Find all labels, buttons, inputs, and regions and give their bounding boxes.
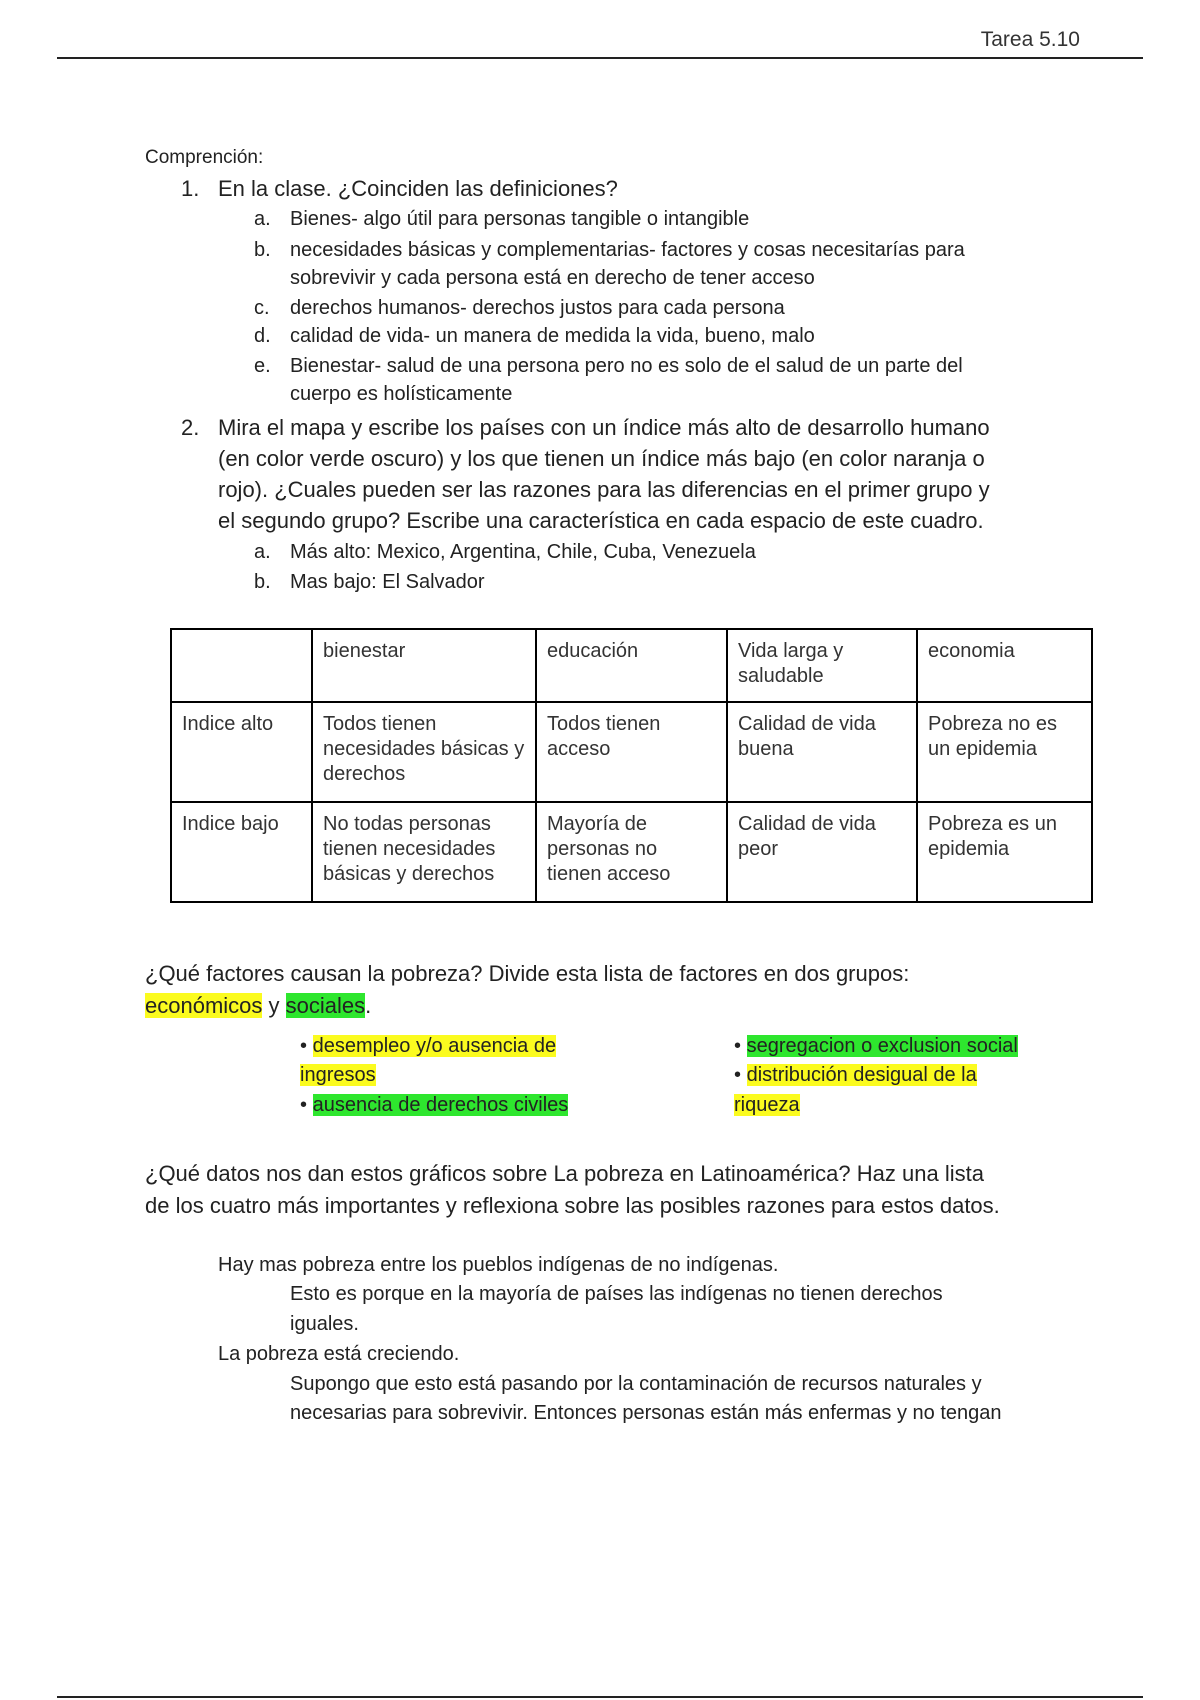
- factor-item-continuation: [300, 1061, 376, 1090]
- item-text: Bienes- algo útil para personas tangible o intangible: [290, 208, 750, 230]
- item-text: cuerpo es holísticamente: [290, 383, 513, 405]
- answer-point: La pobreza está creciendo.: [218, 1343, 460, 1365]
- table-cell: Calidad de vida peor: [727, 802, 917, 902]
- table-cell: Todos tienen acceso: [536, 702, 727, 802]
- item-text: calidad de vida- un manera de medida la vida, bueno, malo: [290, 325, 815, 347]
- answer-reason: Supongo que esto está pasando por la contaminación de recursos naturales y: [290, 1373, 982, 1395]
- factor-item-continuation: [734, 1091, 800, 1120]
- graphs-question-line: ¿Qué datos nos dan estos gráficos sobre La pobreza en Latinoamérica? Haz una lista: [145, 1161, 984, 1186]
- factor-item: [300, 1091, 568, 1120]
- item-letter: b.: [254, 571, 271, 593]
- factor-text: desempleo y/o ausencia de: [312, 1035, 557, 1057]
- section-label: Comprención:: [145, 147, 264, 168]
- table-cell: Pobreza no es un epidemia: [917, 702, 1092, 802]
- page-header-title: Tarea 5.10: [980, 28, 1080, 51]
- graphs-question-line: de los cuatro más importantes y reflexiona sobre las posibles razones para estos datos.: [145, 1193, 1000, 1218]
- factors-question-text: ¿Qué factores causan la pobreza? Divide esta lista de factores en dos grupos:: [145, 961, 910, 986]
- factor-text: ausencia de derechos civiles: [312, 1094, 569, 1116]
- social-group-label: sociales: [285, 993, 366, 1018]
- question-1: [181, 173, 1081, 204]
- item-letter: a.: [254, 208, 271, 230]
- answer-point: Hay mas pobreza entre los pueblos indígenas de no indígenas.: [218, 1254, 779, 1276]
- item-letter: c.: [254, 297, 270, 319]
- question-text: En la clase. ¿Coinciden las definiciones?: [218, 176, 618, 201]
- table-cell: educación: [536, 629, 727, 702]
- item-text: Más alto: Mexico, Argentina, Chile, Cuba, Venezuela: [290, 541, 756, 563]
- item-text: Bienestar- salud de una persona pero no es solo de el salud de un parte del: [290, 355, 963, 377]
- bullet: •: [300, 1035, 308, 1057]
- question-text-line: rojo). ¿Cuales pueden ser las razones para las diferencias en el primer grupo y: [218, 477, 990, 502]
- table-cell: No todas personas tienen necesidades básicas y derechos: [312, 802, 536, 902]
- table-cell: Calidad de vida buena: [727, 702, 917, 802]
- item-letter: d.: [254, 325, 271, 347]
- table-header-row: [171, 629, 1092, 702]
- item-text: Mas bajo: El Salvador: [290, 571, 485, 593]
- factor-text: riqueza: [734, 1094, 800, 1116]
- item-letter: a.: [254, 541, 271, 563]
- factor-text: distribución desigual de la: [746, 1064, 977, 1086]
- table-row: [171, 802, 1092, 902]
- item-text: derechos humanos- derechos justos para cada persona: [290, 297, 785, 319]
- connector: y: [268, 993, 280, 1018]
- table-cell: Vida larga y saludable: [727, 629, 917, 702]
- factor-item: [300, 1032, 556, 1061]
- question-text-line: (en color verde oscuro) y los que tienen un índice más bajo (en color naranja o: [218, 446, 985, 471]
- bullet: •: [300, 1094, 308, 1116]
- answer-reason: necesarias para sobrevivir. Entonces personas están más enfermas y no tengan: [290, 1402, 1002, 1424]
- header-rule: [57, 57, 1143, 59]
- question-text-line: Mira el mapa y escribe los países con un índice más alto de desarrollo humano: [218, 415, 990, 440]
- hdi-table: [170, 628, 1093, 903]
- item-text: necesidades básicas y complementarias- factores y cosas necesitarías para: [290, 239, 965, 261]
- factor-item: [734, 1061, 977, 1090]
- item-letter: b.: [254, 239, 271, 261]
- economic-group-label: económicos: [145, 993, 263, 1018]
- table-cell: Mayoría de personas no tienen acceso: [536, 802, 727, 902]
- factor-item: [734, 1032, 1018, 1061]
- factors-groups-line: [145, 990, 1105, 1022]
- item-letter: e.: [254, 355, 271, 377]
- table-cell: Todos tienen necesidades básicas y derechos: [312, 702, 536, 802]
- graphs-question: [145, 1158, 1105, 1222]
- question-number: 2.: [181, 415, 200, 440]
- answer-reason: iguales.: [290, 1313, 359, 1335]
- table-cell: Indice alto: [171, 702, 312, 802]
- factor-text: ingresos: [300, 1064, 376, 1086]
- question-2: [181, 412, 1081, 536]
- table-cell: bienestar: [312, 629, 536, 702]
- question-text-line: el segundo grupo? Escribe una característica en cada espacio de este cuadro.: [218, 508, 984, 533]
- item-text: sobrevivir y cada persona está en derecho de tener acceso: [290, 267, 815, 289]
- answer-reason: Esto es porque en la mayoría de países las indígenas no tienen derechos: [290, 1283, 943, 1305]
- table-cell: Indice bajo: [171, 802, 312, 902]
- table-cell: Pobreza es un epidemia: [917, 802, 1092, 902]
- table-row: [171, 702, 1092, 802]
- table-cell: [171, 629, 312, 702]
- footer-rule: [57, 1696, 1143, 1698]
- factor-text: segregacion o exclusion social: [746, 1035, 1018, 1057]
- factors-question: [145, 958, 1105, 1022]
- bullet: •: [734, 1035, 742, 1057]
- question-number: 1.: [181, 176, 200, 201]
- table-cell: economia: [917, 629, 1092, 702]
- bullet: •: [734, 1064, 742, 1086]
- period: .: [365, 993, 372, 1018]
